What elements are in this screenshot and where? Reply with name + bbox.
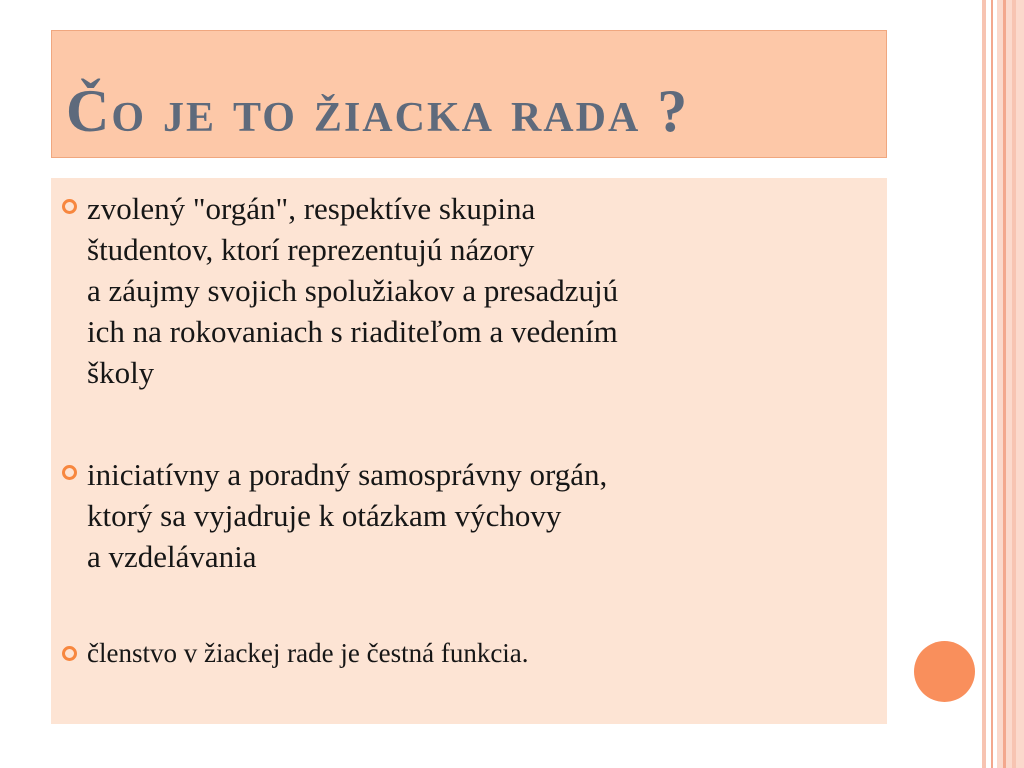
bullet-line: členstvo v žiackej rade je čestná funkcia. [87,638,529,668]
circle-bullet-icon [62,465,77,480]
bullet-line: a vzdelávania [87,539,257,574]
content-box [51,178,887,724]
bullet-line: a záujmy svojich spolužiakov a presadzujú [87,273,619,308]
orange-circle-icon [914,641,975,702]
decorative-stripe [997,0,1024,768]
bullet-text [87,454,607,577]
bullet-item [62,454,862,577]
bullet-line: študentov, ktorí reprezentujú názory [87,232,535,267]
circle-bullet-icon [62,199,77,214]
decorative-stripe [982,0,986,768]
decorative-stripe [991,0,993,768]
decorative-stripe [1012,0,1016,768]
bullet-text [87,188,618,393]
bullet-line: ktorý sa vyjadruje k otázkam výchovy [87,498,562,533]
decorative-stripe [1003,0,1006,768]
bullet-line: iniciatívny a poradný samosprávny orgán, [87,457,608,492]
bullet-item [62,188,862,393]
bullet-text [87,636,529,670]
bullet-item [62,636,862,670]
bullet-line: školy [87,355,155,390]
bullet-line: zvolený "orgán", respektíve skupina [87,191,536,226]
slide-title: Čo je to žiacka rada ? [66,78,690,144]
bullet-line: ich na rokovaniach s riaditeľom a vedením [87,314,618,349]
title-box [51,30,887,158]
circle-bullet-icon [62,646,77,661]
